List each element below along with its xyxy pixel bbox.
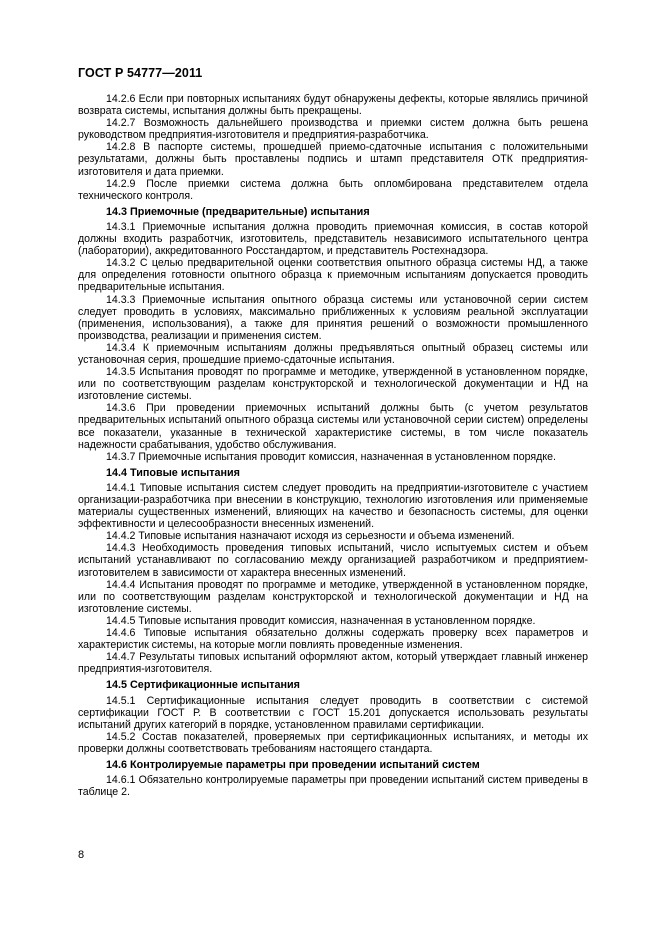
paragraph: 14.3.5 Испытания проводят по программе и методике, утвержденной в установленном порядке, или по соответствующим разделам конструкторской и технологической документации и НД на изготовление системы. bbox=[78, 366, 588, 403]
paragraph: 14.4.4 Испытания проводят по программе и методике, утвержденной в установленном порядке, или по соответствующим разделам конструкторской и технологической документации и НД на изготовление системы. bbox=[78, 578, 588, 615]
paragraph: 14.4.3 Необходимость проведения типовых испытаний, число испытуемых систем и объем испытаний устанавливают по согласованию между организацией разработчиком и предприятием-изготовителем в зависимости от характера внесенных изменений. bbox=[78, 542, 588, 579]
paragraph: 14.2.7 Возможность дальнейшего производства и приемки систем должна быть решена руководством предприятия-изготовителя и предприятия-разработчика. bbox=[78, 117, 588, 142]
paragraph: 14.2.9 После приемки система должна быть опломбирована представителем отдела технического контроля. bbox=[78, 177, 588, 202]
paragraph: 14.4.6 Типовые испытания обязательно должны содержать проверку всех параметров и характеристик системы, на которые могли повлиять проведенные изменения. bbox=[78, 627, 588, 652]
paragraph: 14.6.1 Обязательно контролируемые параметры при проведении испытаний систем приведены в таблице 2. bbox=[78, 774, 588, 799]
paragraph: 14.3.7 Приемочные испытания проводит комиссия, назначенная в установленном порядке. bbox=[106, 450, 556, 463]
page-number: 8 bbox=[78, 849, 85, 861]
paragraph: 14.3.4 К приемочным испытаниям должны предъявляться опытный образец системы или установочная серия, прошедшие приемо-сдаточные испытания. bbox=[78, 341, 588, 366]
paragraph: 14.4.5 Типовые испытания проводит комиссия, назначенная в установленном порядке. bbox=[106, 614, 536, 627]
section-heading: 14.5 Сертификационные испытания bbox=[106, 679, 300, 692]
document-header: ГОСТ Р 54777—2011 bbox=[78, 66, 203, 80]
paragraph: 14.5.2 Состав показателей, проверяемых при сертификационных испытаниях, и методы их проверки должны соответствовать требованиям настоящего стандарта. bbox=[78, 730, 588, 755]
paragraph: 14.3.3 Приемочные испытания опытного образца системы или установочной серии систем следует проводить в условиях, максимально приближенных к условиям реальной эксплуатации (применения, использования), а также для принятия решений о возможности промышленного производства, реализации и применения систем. bbox=[78, 293, 588, 342]
paragraph: 14.4.1 Типовые испытания систем следует проводить на предприятии-изготовителе с участием организации-разработчика при внесении в конструкцию, технологию изготовления или применяемые материалы существенных изменений, влияющих на качество и безопасность системы, для оценки эффективности и целесообразности внесенных изменений. bbox=[78, 481, 588, 531]
paragraph: 14.4.7 Результаты типовых испытаний оформляют актом, который утверждает главный инженер предприятия-изготовителя. bbox=[78, 651, 588, 676]
section-heading: 14.4 Типовые испытания bbox=[106, 466, 240, 479]
document-body bbox=[78, 93, 588, 798]
paragraph: 14.3.6 При проведении приемочных испытаний должны быть (с учетом результатов предварительных испытаний опытного образца системы или установочной серии систем) определены все показатели, указанные в технической характеристике системы, в том числе показатель надежности срабатывания, удобство обслуживания. bbox=[78, 402, 588, 451]
paragraph: 14.3.2 С целью предварительной оценки соответствия опытного образца системы НД, а также для определения готовности опытного образца к приемочным испытаниям допускается проводить предварительные испытания. bbox=[78, 257, 588, 294]
paragraph: 14.2.8 В паспорте системы, прошедшей приемо-сдаточные испытания с положительными результатами, должны быть проставлены подпись и штамп представителя ОТК предприятия-изготовителя и дата приемки. bbox=[78, 141, 588, 178]
paragraph: 14.5.1 Сертификационные испытания следует проводить в соответствии с системой сертификации ГОСТ Р. В соответствии с ГОСТ 15.201 допускается использовать результаты испытаний других категорий в порядке, установленном правилами сертификации. bbox=[78, 694, 588, 731]
section-heading: 14.6 Контролируемые параметры при проведении испытаний систем bbox=[106, 758, 480, 771]
paragraph: 14.2.6 Если при повторных испытаниях будут обнаружены дефекты, которые являлись причиной возврата системы, испытания должны быть прекращены. bbox=[78, 93, 588, 118]
paragraph: 14.3.1 Приемочные испытания должна проводить приемочная комиссия, в состав которой должны входить разработчик, изготовитель, представитель независимого испытательного центра (лаборатории), аккредитованного Росстандартом, и представитель Ростехнадзора. bbox=[78, 220, 588, 258]
paragraph: 14.4.2 Типовые испытания назначают исходя из серьезности и объема изменений. bbox=[106, 530, 515, 543]
section-heading: 14.3 Приемочные (предварительные) испытания bbox=[106, 205, 370, 218]
